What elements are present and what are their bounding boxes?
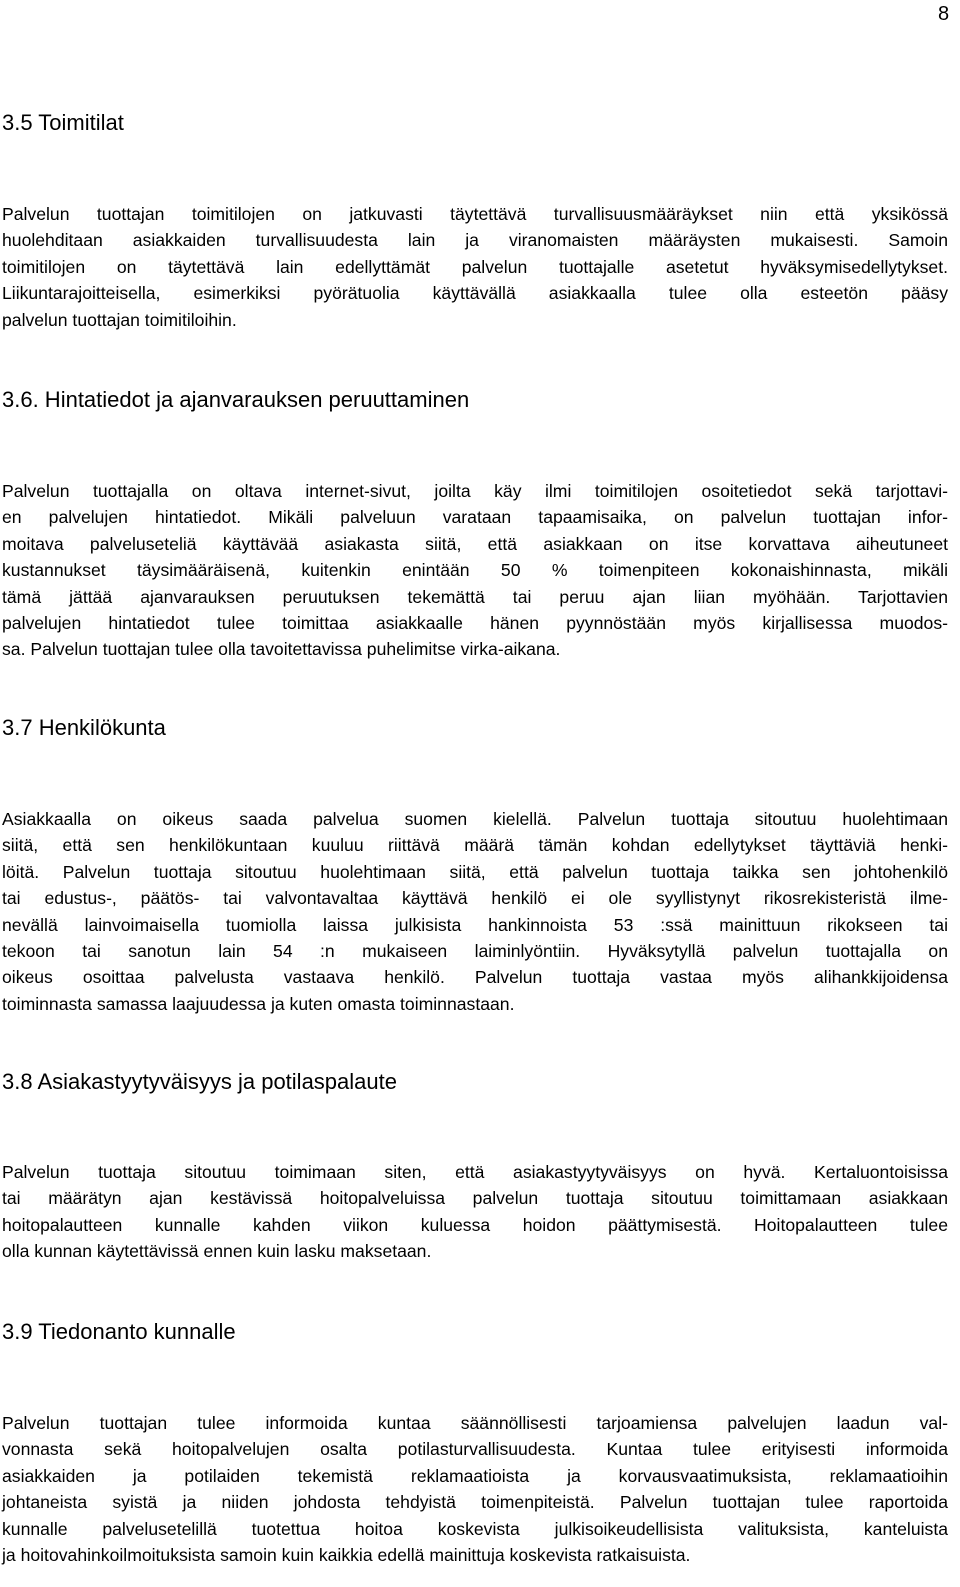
paragraph-line: siitä, että sen henkilökuntaan kuuluu riittävä määrä tämän kohdan edellytykset täyttäviä henki-	[2, 835, 948, 856]
page-number: 8	[938, 3, 950, 25]
paragraph-line: kunnalle palvelusetelillä tuotettua hoitoa koskevista julkisoikeudellisista valituksista, kanteluista	[2, 1518, 948, 1539]
paragraph-line: ja hoitovahinkoilmoituksista samoin kuin kaikkia edellä mainittuja koskevista ratkaisuista.	[2, 1545, 691, 1566]
paragraph-line: moitava palveluseteliä käyttävää asiakasta siitä, että asiakkaan on itse korvattava aiheutuneet	[2, 533, 948, 554]
paragraph-line: Palvelun tuottajan toimitilojen on jatkuvasti täytettävä turvallisuusmääräykset niin että yksikössä	[2, 204, 948, 224]
section-heading-3-6: 3.6. Hintatiedot ja ajanvarauksen peruuttaminen	[2, 387, 470, 412]
paragraph-line: palvelun tuottajan toimitiloihin.	[2, 309, 237, 330]
paragraph-line: tai määrätyn ajan kestävissä hoitopalveluissa palvelun tuottaja sitoutuu toimittamaan asiakkaan	[2, 1188, 948, 1209]
paragraph-line: huolehditaan asiakkaiden turvallisuudesta lain ja viranomaisten määräysten mukaisesti. Samoin	[2, 230, 948, 251]
section-paragraph-3-6	[2, 478, 948, 663]
section-heading-3-9: 3.9 Tiedonanto kunnalle	[2, 1319, 236, 1344]
paragraph-line: en palvelujen hintatiedot. Mikäli palveluun varataan tapaamisaika, on palvelun tuottajan infor-	[2, 507, 948, 528]
paragraph-line: asiakkaiden ja potilaiden tekemistä reklamaatioista ja korvausvaatimuksista, reklamaatioihin	[2, 1465, 948, 1486]
paragraph-line: sa. Palvelun tuottajan tulee olla tavoitettavissa puhelimitse virka-aikana.	[2, 639, 561, 660]
paragraph-line: olla kunnan käytettävissä ennen kuin lasku maksetaan.	[2, 1241, 432, 1262]
paragraph-line: tämä jättää ajanvarauksen peruutuksen tekemättä tai peruu ajan liian myöhään. Tarjottavien	[2, 586, 948, 607]
section-heading-3-7: 3.7 Henkilökunta	[2, 715, 166, 740]
paragraph-line: palvelujen hintatiedot tulee toimittaa asiakkaalle hänen pyynnöstään myös kirjallisessa muodos-	[2, 613, 948, 634]
section-paragraph-3-7	[2, 806, 948, 1017]
section-paragraph-3-8	[2, 1159, 948, 1265]
paragraph-line: Asiakkaalla on oikeus saada palvelua suomen kielellä. Palvelun tuottaja sitoutuu huolehtimaan	[2, 809, 948, 829]
paragraph-line: johtaneista syistä ja niiden johdosta tehdyistä toimenpiteistä. Palvelun tuottajan tulee raportoida	[2, 1492, 948, 1513]
paragraph-line: Palvelun tuottajalla on oltava internet-sivut, joilta käy ilmi toimitilojen osoitetiedot sekä tarjottavi-	[2, 481, 948, 501]
paragraph-line: Palvelun tuottajan tulee informoida kuntaa säännöllisesti tarjoamiensa palvelujen laadun val-	[2, 1413, 948, 1433]
paragraph-line: oikeus osoittaa palvelusta vastaava henkilö. Palvelun tuottaja vastaa myös alihankkijoidensa	[2, 967, 948, 988]
section-heading-3-5: 3.5 Toimitilat	[2, 110, 124, 135]
paragraph-line: hoitopalautteen kunnalle kahden viikon kuluessa hoidon päättymisestä. Hoitopalautteen tulee	[2, 1214, 948, 1235]
paragraph-line: Liikuntarajoitteisella, esimerkiksi pyörätuolia käyttävällä asiakkaalla tulee olla esteetön pääsy	[2, 283, 948, 304]
section-paragraph-3-9	[2, 1410, 948, 1568]
paragraph-line: tai edustus-, päätös- tai valvontavaltaa käyttävä henkilö ei ole syyllistynyt rikosrekisteristä ilme-	[2, 888, 948, 909]
paragraph-line: löitä. Palvelun tuottaja sitoutuu huolehtimaan siitä, että palvelun tuottaja taikka sen johtohenkilö	[2, 861, 948, 882]
paragraph-line: nevällä lainvoimaisella tuomiolla laissa julkisista hankinnoista 53 :ssä mainittuun rikokseen tai	[2, 914, 948, 935]
paragraph-line: toimitilojen on täytettävä lain edellyttämät palvelun tuottajalle asetetut hyväksymisedellytykset.	[2, 256, 948, 277]
section-heading-3-8: 3.8 Asiakastyytyväisyys ja potilaspalaute	[2, 1069, 397, 1094]
paragraph-line: Palvelun tuottaja sitoutuu toimimaan siten, että asiakastyytyväisyys on hyvä. Kertaluontoisissa	[2, 1162, 948, 1182]
paragraph-line: tekoon tai sanotun lain 54 :n mukaiseen laiminlyöntiin. Hyväksytyllä palvelun tuottajalla on	[2, 941, 948, 962]
paragraph-line: toiminnasta samassa laajuudessa ja kuten omasta toiminnastaan.	[2, 993, 515, 1014]
paragraph-line: kustannukset täysimääräisenä, kuitenkin enintään 50 % toimenpiteen kokonaishinnasta, mikäli	[2, 560, 948, 581]
paragraph-line: vonnasta sekä hoitopalvelujen osalta potilasturvallisuudesta. Kuntaa tulee erityisesti informoida	[2, 1439, 948, 1460]
section-paragraph-3-5	[2, 201, 948, 333]
